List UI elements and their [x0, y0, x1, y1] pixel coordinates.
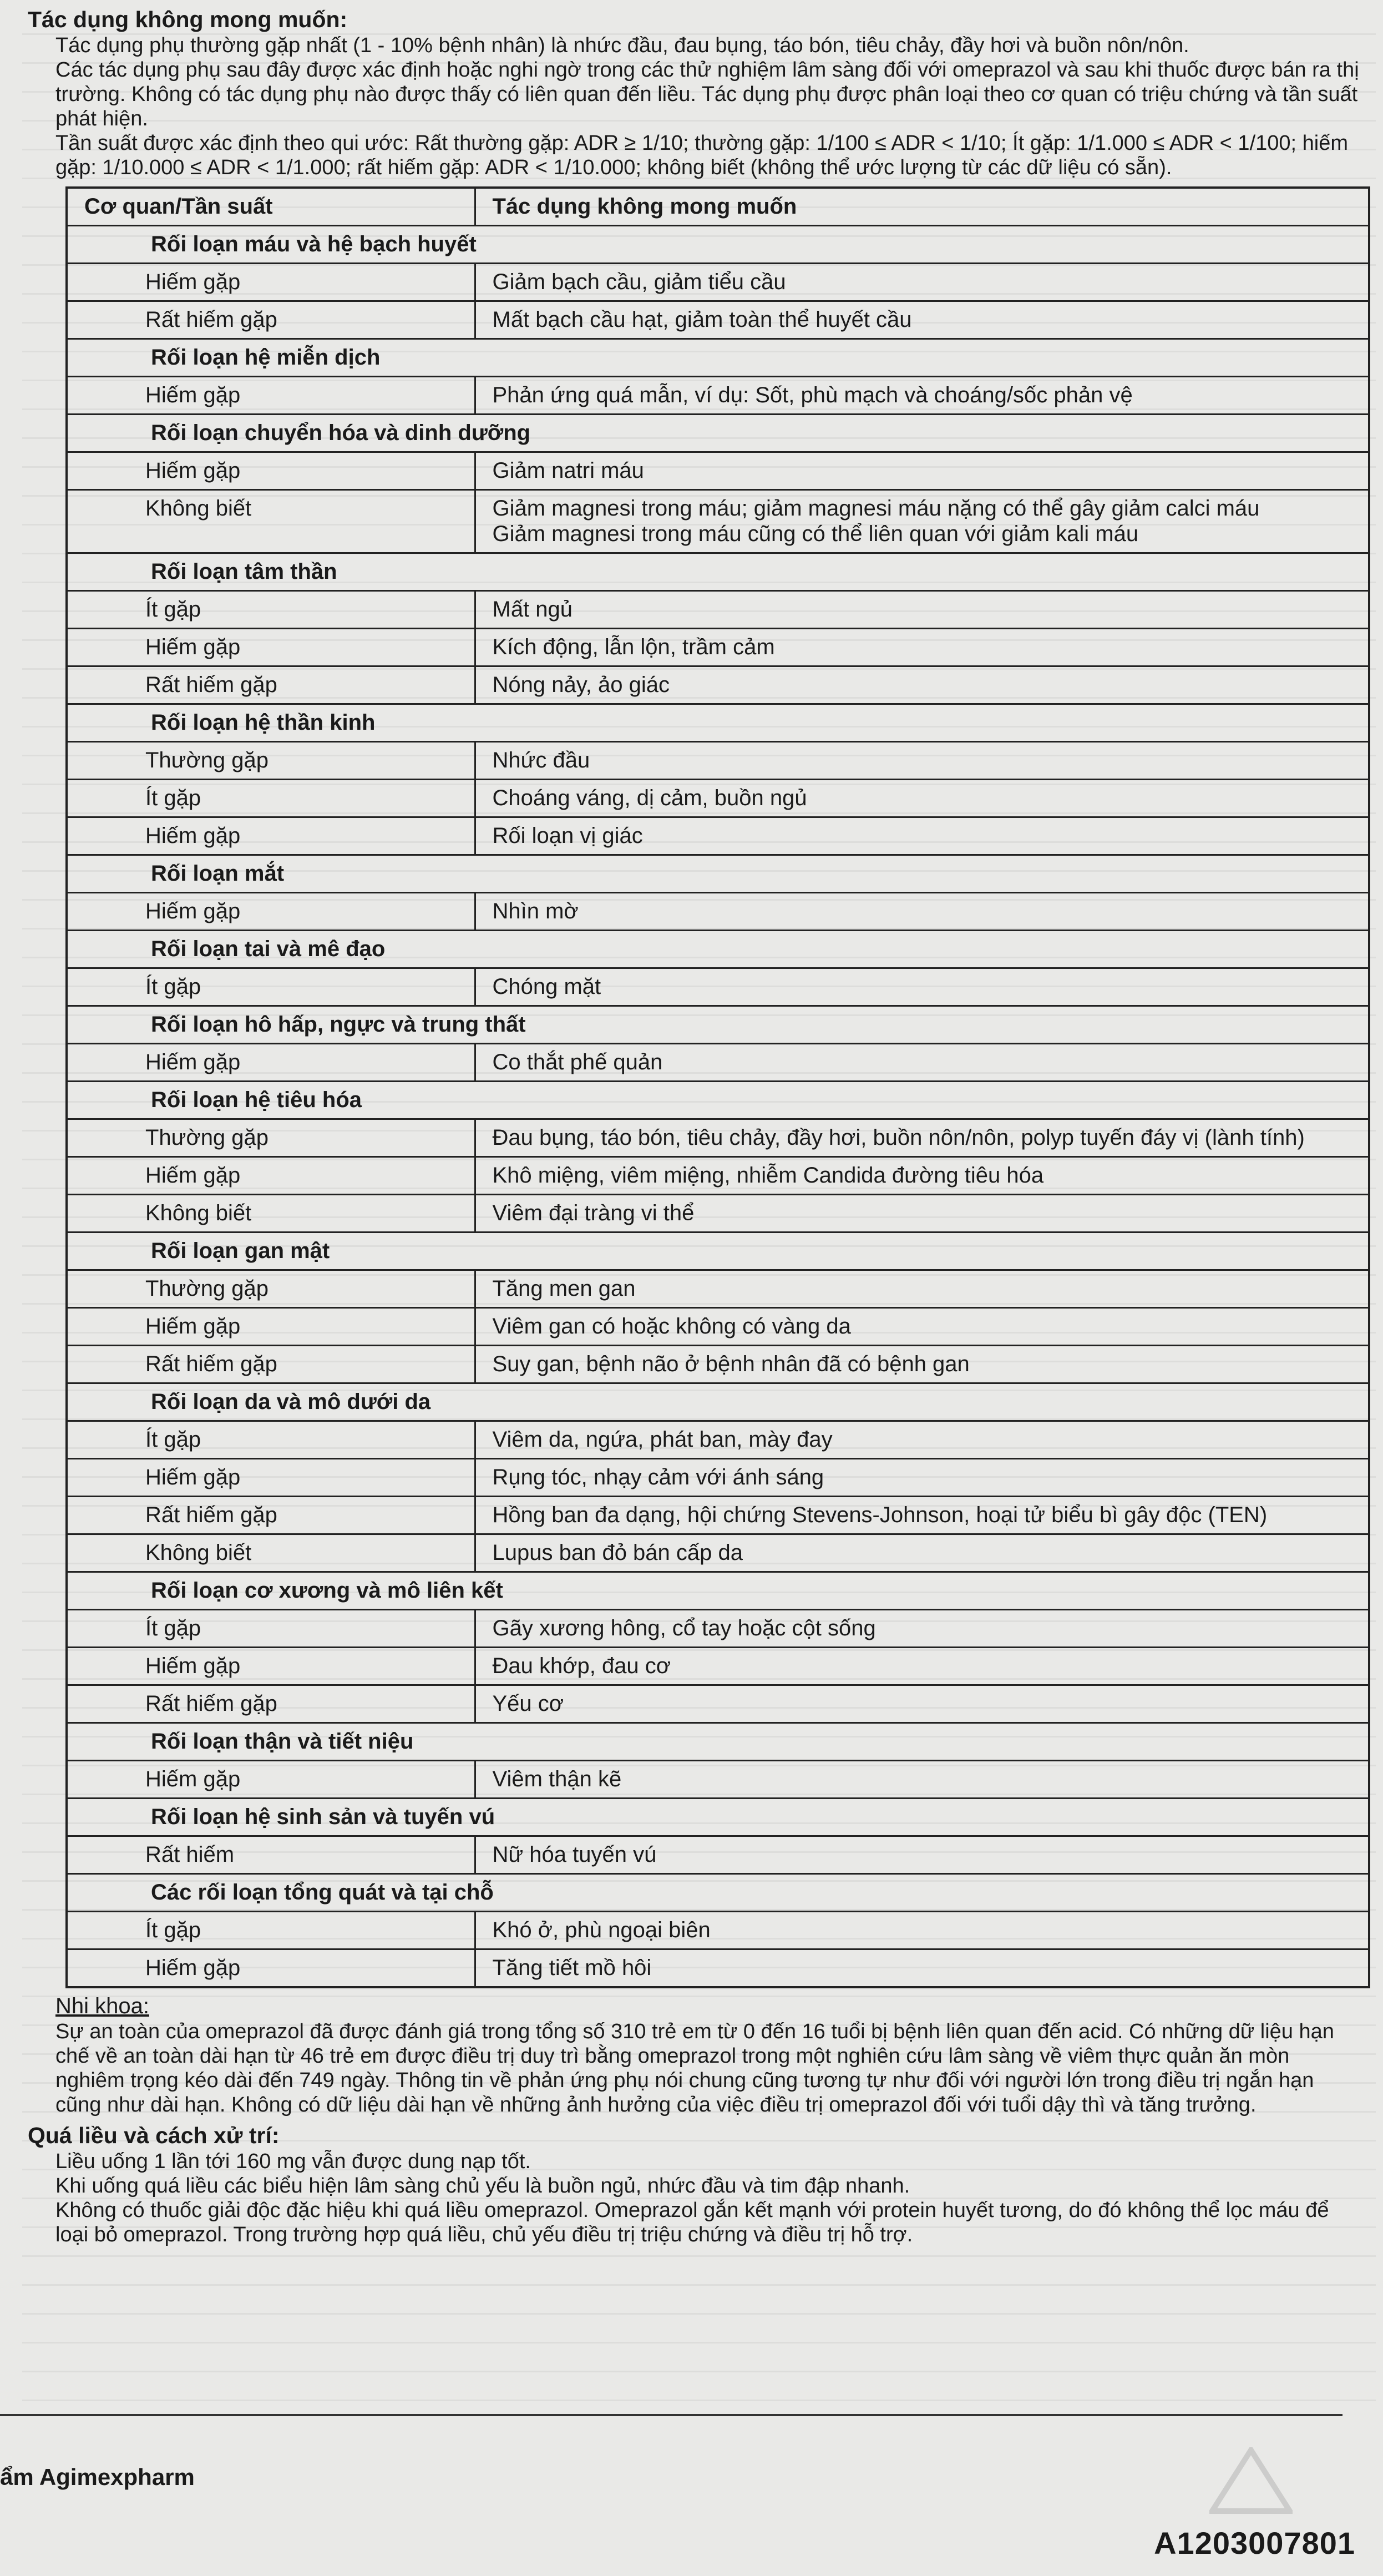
leaflet-content [28, 6, 1359, 2247]
adverse-effects-table [65, 186, 1370, 1988]
frequency-cell: Hiếm gặp [67, 1308, 475, 1346]
header-organ-frequency: Cơ quan/Tần suất [67, 188, 475, 226]
effect-cell: Khó ở, phù ngoại biên [475, 1912, 1369, 1949]
frequency-cell: Rất hiếm gặp [67, 301, 475, 339]
effect-cell: Đau khớp, đau cơ [475, 1648, 1369, 1685]
document-code: A1203007801 [1154, 2526, 1355, 2560]
table-row [67, 1044, 1369, 1082]
group-row [67, 1572, 1369, 1610]
group-row [67, 553, 1369, 591]
effect-cell: Nữ hóa tuyến vú [475, 1836, 1369, 1874]
organ-group-name: Các rối loạn tổng quát và tại chỗ [67, 1874, 1369, 1912]
organ-group-name: Rối loạn chuyển hóa và dinh dưỡng [67, 415, 1369, 452]
organ-group-name: Rối loạn thận và tiết niệu [67, 1723, 1369, 1761]
effect-cell: Viêm đại tràng vi thể [475, 1195, 1369, 1233]
table-row [67, 591, 1369, 629]
table-row [67, 1497, 1369, 1534]
table-row [67, 1308, 1369, 1346]
frequency-cell: Không biết [67, 490, 475, 553]
effect-cell: Giảm magnesi trong máu; giảm magnesi máu nặng có thể gây giảm calci máu Giảm magnesi trong máu cũng có thể liên quan với giảm kali máu [475, 490, 1369, 553]
table-row [67, 817, 1369, 855]
table-row [67, 1761, 1369, 1799]
frequency-cell: Hiếm gặp [67, 1044, 475, 1082]
table-row [67, 1610, 1369, 1648]
effect-cell: Co thắt phế quản [475, 1044, 1369, 1082]
table-row [67, 1157, 1369, 1195]
frequency-cell: Rất hiếm gặp [67, 1346, 475, 1383]
effect-cell: Choáng váng, dị cảm, buồn ngủ [475, 780, 1369, 817]
organ-group-name: Rối loạn hệ thần kinh [67, 704, 1369, 742]
frequency-cell: Rất hiếm gặp [67, 1685, 475, 1723]
table-row [67, 1685, 1369, 1723]
frequency-cell: Hiếm gặp [67, 893, 475, 931]
table-row [67, 1648, 1369, 1685]
effect-cell: Chóng mặt [475, 968, 1369, 1006]
side-effects-para-3: Tần suất được xác định theo qui ước: Rất thường gặp: ADR ≥ 1/10; thường gặp: 1/100 ≤ ADR < 1/10; Ít gặp: 1/1.000 ≤ ADR < 1/100; hiếm gặp: 1/10.000 ≤ ADR < 1/1.000; rất hiếm gặp: ADR < 1/10.000; không biết (không thể ước lượng từ các dữ liệu có sẵn). [55, 132, 1349, 179]
organ-group-name: Rối loạn hô hấp, ngực và trung thất [67, 1006, 1369, 1044]
group-row [67, 1723, 1369, 1761]
side-effects-para-2: Các tác dụng phụ sau đây được xác định hoặc nghi ngờ trong các thử nghiệm lâm sàng đối với omeprazol và sau khi thuốc được bán ra thị trường. Không có tác dụng phụ nào được thấy có liên quan đến liều. Tác dụng phụ được phân loại theo cơ quan có triệu chứng và tần suất phát hiện. [55, 58, 1359, 130]
effect-cell: Mất bạch cầu hạt, giảm toàn thể huyết cầu [475, 301, 1369, 339]
group-row [67, 339, 1369, 377]
table-header-row [67, 188, 1369, 226]
group-row [67, 704, 1369, 742]
frequency-cell: Thường gặp [67, 1119, 475, 1157]
effect-cell: Rụng tóc, nhạy cảm với ánh sáng [475, 1459, 1369, 1497]
table-row [67, 1270, 1369, 1308]
frequency-cell: Ít gặp [67, 591, 475, 629]
group-row [67, 226, 1369, 264]
frequency-cell: Hiếm gặp [67, 817, 475, 855]
frequency-cell: Không biết [67, 1195, 475, 1233]
frequency-cell: Hiếm gặp [67, 452, 475, 490]
frequency-cell: Hiếm gặp [67, 629, 475, 666]
company-name: ẩm Agimexpharm [0, 2464, 195, 2490]
organ-group-name: Rối loạn da và mô dưới da [67, 1383, 1369, 1421]
effect-cell: Viêm da, ngứa, phát ban, mày đay [475, 1421, 1369, 1459]
effect-cell: Hồng ban đa dạng, hội chứng Stevens-Johnson, hoại tử biểu bì gây độc (TEN) [475, 1497, 1369, 1534]
pediatrics-title: Nhi khoa: [55, 1994, 149, 2018]
effect-cell: Tăng men gan [475, 1270, 1369, 1308]
table-row [67, 1119, 1369, 1157]
organ-group-name: Rối loạn hệ miễn dịch [67, 339, 1369, 377]
frequency-cell: Thường gặp [67, 742, 475, 780]
frequency-cell: Ít gặp [67, 1610, 475, 1648]
group-row [67, 931, 1369, 968]
frequency-cell: Rất hiếm gặp [67, 666, 475, 704]
group-row [67, 1006, 1369, 1044]
table-row [67, 629, 1369, 666]
frequency-cell: Ít gặp [67, 780, 475, 817]
effect-cell: Rối loạn vị giác [475, 817, 1369, 855]
effect-cell: Viêm gan có hoặc không có vàng da [475, 1308, 1369, 1346]
leaflet-footer [0, 2414, 1383, 2576]
frequency-cell: Hiếm gặp [67, 1157, 475, 1195]
frequency-cell: Hiếm gặp [67, 1648, 475, 1685]
header-adverse-effect: Tác dụng không mong muốn [475, 188, 1369, 226]
effect-cell: Viêm thận kẽ [475, 1761, 1369, 1799]
effect-cell: Lupus ban đỏ bán cấp da [475, 1534, 1369, 1572]
company-logo-icon [1209, 2447, 1293, 2514]
table-row [67, 893, 1369, 931]
group-row [67, 855, 1369, 893]
frequency-cell: Không biết [67, 1534, 475, 1572]
organ-group-name: Rối loạn cơ xương và mô liên kết [67, 1572, 1369, 1610]
effect-cell: Phản ứng quá mẫn, ví dụ: Sốt, phù mạch và choáng/sốc phản vệ [475, 377, 1369, 415]
effect-cell: Kích động, lẫn lộn, trầm cảm [475, 629, 1369, 666]
table-row [67, 780, 1369, 817]
table-row [67, 301, 1369, 339]
overdose-line-1: Liều uống 1 lần tới 160 mg vẫn được dung nạp tốt. [55, 2150, 531, 2173]
side-effects-para-1: Tác dụng phụ thường gặp nhất (1 - 10% bệnh nhân) là nhức đầu, đau bụng, táo bón, tiêu chảy, đầy hơi và buồn nôn/nôn. [55, 34, 1189, 57]
effect-cell: Khô miệng, viêm miệng, nhiễm Candida đường tiêu hóa [475, 1157, 1369, 1195]
effect-cell: Nhức đầu [475, 742, 1369, 780]
frequency-cell: Hiếm gặp [67, 377, 475, 415]
group-row [67, 1799, 1369, 1836]
table-row [67, 1534, 1369, 1572]
table-row [67, 968, 1369, 1006]
organ-group-name: Rối loạn máu và hệ bạch huyết [67, 226, 1369, 264]
effect-cell: Đau bụng, táo bón, tiêu chảy, đầy hơi, buồn nôn/nôn, polyp tuyến đáy vị (lành tính) [475, 1119, 1369, 1157]
effect-cell: Gãy xương hông, cổ tay hoặc cột sống [475, 1610, 1369, 1648]
group-row [67, 1874, 1369, 1912]
table-row [67, 1912, 1369, 1949]
footer-divider [0, 2414, 1343, 2416]
group-row [67, 1383, 1369, 1421]
organ-group-name: Rối loạn tai và mê đạo [67, 931, 1369, 968]
table-row [67, 1346, 1369, 1383]
pediatrics-text: Sự an toàn của omeprazol đã được đánh giá trong tổng số 310 trẻ em từ 0 đến 16 tuổi bị bệnh liên quan đến acid. Có những dữ liệu hạn chế về an toàn dài hạn từ 46 trẻ em được điều trị duy trì bằng omeprazol trong một nghiên cứu lâm sàng về viêm thực quản ăn mòn nghiêm trọng kéo dài đến 749 ngày. Thông tin về phản ứng phụ nói chung cũng tương tự như đối với người lớn trong điều trị ngắn hạn cũng như dài hạn. Không có dữ liệu dài hạn về những ảnh hưởng của việc điều trị omeprazol đối với tuổi dậy thì và tăng trưởng. [55, 2020, 1334, 2117]
effect-cell: Yếu cơ [475, 1685, 1369, 1723]
table-row [67, 490, 1369, 553]
effect-cell: Suy gan, bệnh não ở bệnh nhân đã có bệnh gan [475, 1346, 1369, 1383]
effect-cell: Giảm bạch cầu, giảm tiểu cầu [475, 264, 1369, 301]
table-row [67, 1195, 1369, 1233]
frequency-cell: Thường gặp [67, 1270, 475, 1308]
adverse-effects-body [67, 226, 1369, 1988]
frequency-cell: Hiếm gặp [67, 1761, 475, 1799]
effect-cell: Nhìn mờ [475, 893, 1369, 931]
table-row [67, 1459, 1369, 1497]
overdose-title: Quá liều và cách xử trí: [28, 2123, 280, 2148]
frequency-cell: Ít gặp [67, 1421, 475, 1459]
effect-cell: Tăng tiết mồ hôi [475, 1949, 1369, 1988]
frequency-cell: Hiếm gặp [67, 264, 475, 301]
effect-cell: Mất ngủ [475, 591, 1369, 629]
frequency-cell: Ít gặp [67, 968, 475, 1006]
organ-group-name: Rối loạn tâm thần [67, 553, 1369, 591]
frequency-cell: Hiếm gặp [67, 1949, 475, 1988]
organ-group-name: Rối loạn gan mật [67, 1233, 1369, 1270]
effect-cell: Nóng nảy, ảo giác [475, 666, 1369, 704]
organ-group-name: Rối loạn hệ tiêu hóa [67, 1082, 1369, 1119]
group-row [67, 415, 1369, 452]
table-row [67, 1836, 1369, 1874]
frequency-cell: Ít gặp [67, 1912, 475, 1949]
overdose-line-3: Không có thuốc giải độc đặc hiệu khi quá liều omeprazol. Omeprazol gắn kết mạnh với protein huyết tương, do đó không thể lọc máu để loại bỏ omeprazol. Trong trường hợp quá liều, chủ yếu điều trị triệu chứng và điều trị hỗ trợ. [55, 2199, 1329, 2246]
overdose-line-2: Khi uống quá liều các biểu hiện lâm sàng chủ yếu là buồn ngủ, nhức đầu và tim đập nhanh. [55, 2174, 910, 2198]
frequency-cell: Hiếm gặp [67, 1459, 475, 1497]
frequency-cell: Rất hiếm [67, 1836, 475, 1874]
group-row [67, 1082, 1369, 1119]
organ-group-name: Rối loạn mắt [67, 855, 1369, 893]
table-row [67, 452, 1369, 490]
table-row [67, 264, 1369, 301]
table-row [67, 1949, 1369, 1988]
table-row [67, 742, 1369, 780]
side-effects-title: Tác dụng không mong muốn: [28, 7, 348, 32]
table-row [67, 377, 1369, 415]
table-row [67, 666, 1369, 704]
table-row [67, 1421, 1369, 1459]
group-row [67, 1233, 1369, 1270]
effect-cell: Giảm natri máu [475, 452, 1369, 490]
organ-group-name: Rối loạn hệ sinh sản và tuyến vú [67, 1799, 1369, 1836]
frequency-cell: Rất hiếm gặp [67, 1497, 475, 1534]
